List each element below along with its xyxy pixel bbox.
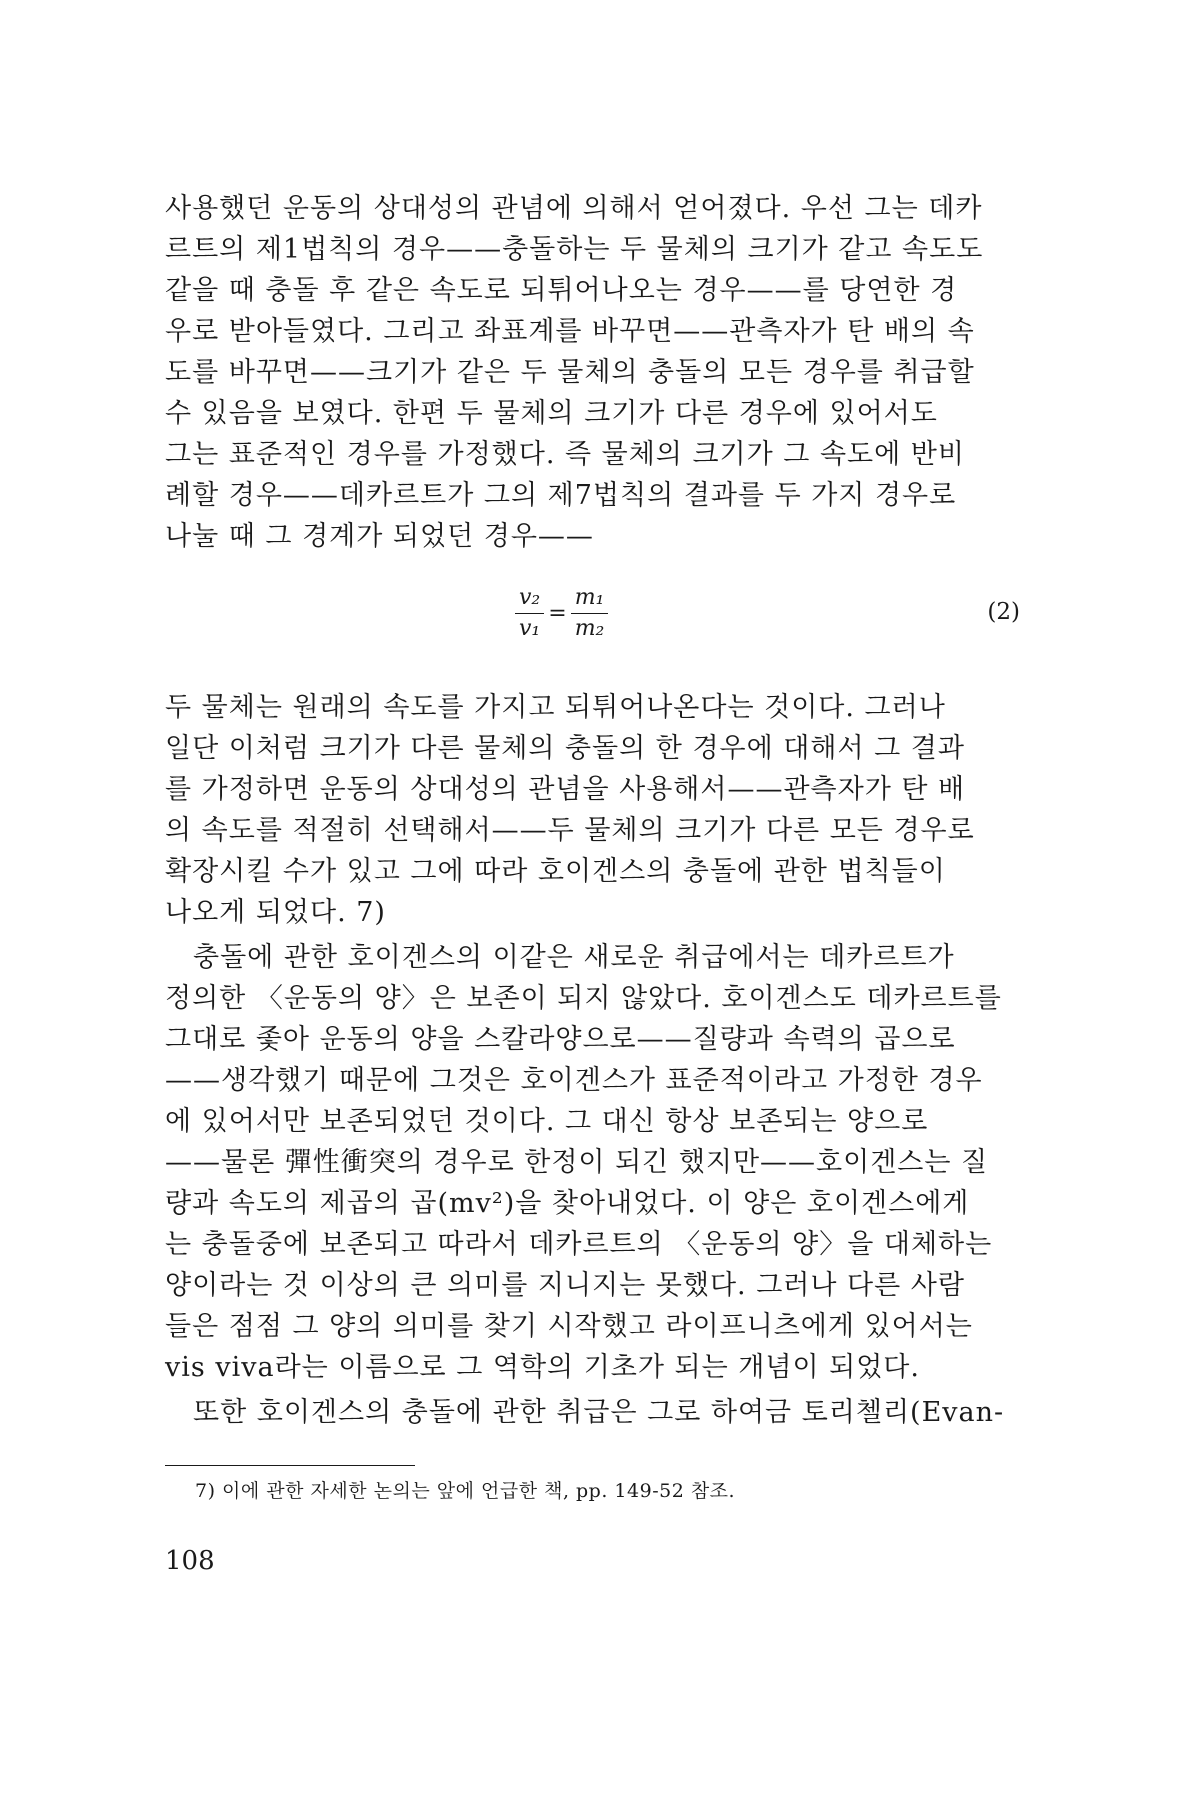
text-line: ——생각했기 때문에 그것은 호이겐스가 표준적이라고 가정한 경우	[165, 1065, 983, 1096]
text-line: 례할 경우——데카르트가 그의 제7법칙의 결과를 두 가지 경우로	[165, 480, 957, 511]
text-line: 의 속도를 적절히 선택해서——두 물체의 크기가 다른 모든 경우로	[165, 815, 975, 846]
paragraph-2	[165, 687, 1030, 933]
text-line: 도를 바꾸면——크기가 같은 두 물체의 충돌의 모든 경우를 취급할	[165, 357, 975, 388]
text-line: 는 충돌중에 보존되고 따라서 데카르트의 〈운동의 양〉을 대체하는	[165, 1229, 993, 1260]
text-line: 두 물체는 원래의 속도를 가지고 되튀어나온다는 것이다. 그러나	[165, 692, 946, 723]
footnote-area	[165, 1465, 1030, 1503]
text-line: 사용했던 운동의 상대성의 관념에 의해서 얻어졌다. 우선 그는 데카	[165, 193, 983, 224]
footnote-divider	[165, 1465, 415, 1466]
paragraph-4	[165, 1392, 1030, 1433]
fraction-velocity	[515, 583, 544, 644]
text-line: ——물론 彈性衝突의 경우로 한정이 되긴 했지만——호이겐스는 질	[165, 1147, 989, 1178]
text-line: 또한 호이겐스의 충돌에 관한 취급은 그로 하여금 토리첼리(Evan-	[193, 1397, 1005, 1428]
numerator: m₁	[571, 583, 609, 614]
text-line: 그대로 좇아 운동의 양을 스칼라양으로——질량과 속력의 곱으로	[165, 1024, 956, 1055]
equation-block	[165, 577, 1030, 669]
text-line: 나오게 되었다. 7)	[165, 897, 386, 928]
text-line: 에 있어서만 보존되었던 것이다. 그 대신 항상 보존되는 양으로	[165, 1106, 929, 1137]
denominator: v₁	[519, 616, 541, 641]
text-line: 를 가정하면 운동의 상대성의 관념을 사용해서——관측자가 탄 배	[165, 774, 966, 805]
paragraph-1	[165, 188, 1030, 557]
page-body	[165, 188, 1030, 1433]
equals-sign: =	[548, 601, 567, 626]
equation-number: (2)	[987, 599, 1020, 625]
text-line: 우로 받아들였다. 그리고 좌표계를 바꾸면——관측자가 탄 배의 속	[165, 316, 975, 347]
text-line: 일단 이처럼 크기가 다른 물체의 충돌의 한 경우에 대해서 그 결과	[165, 733, 965, 764]
text-line: 확장시킬 수가 있고 그에 따라 호이겐스의 충돌에 관한 법칙들이	[165, 856, 946, 887]
text-line: 양이라는 것 이상의 큰 의미를 지니지는 못했다. 그러나 다른 사람	[165, 1270, 965, 1301]
text-line: 량과 속도의 제곱의 곱(mv²)을 찾아내었다. 이 양은 호이겐스에게	[165, 1188, 970, 1219]
numerator: v₂	[515, 583, 544, 614]
text-line: 같을 때 충돌 후 같은 속도로 되튀어나오는 경우——를 당연한 경	[165, 275, 958, 306]
paragraph-3	[165, 937, 1030, 1388]
text-line: 충돌에 관한 호이겐스의 이같은 새로운 취급에서는 데카르트가	[193, 942, 955, 973]
page-number: 108	[165, 1546, 215, 1576]
text-line: 르트의 제1법칙의 경우——충돌하는 두 물체의 크기가 같고 속도도	[165, 234, 984, 265]
fraction-mass	[571, 583, 609, 644]
text-line: 정의한 〈운동의 양〉은 보존이 되지 않았다. 호이겐스도 데카르트를	[165, 983, 1002, 1014]
text-line: 수 있음을 보였다. 한편 두 물체의 크기가 다른 경우에 있어서도	[165, 398, 938, 429]
text-line: 나눌 때 그 경계가 되었던 경우——	[165, 521, 594, 552]
text-line: 그는 표준적인 경우를 가정했다. 즉 물체의 크기가 그 속도에 반비	[165, 439, 965, 470]
denominator: m₂	[574, 616, 605, 641]
text-line: vis viva라는 이름으로 그 역학의 기초가 되는 개념이 되었다.	[165, 1352, 920, 1383]
footnote: 7) 이에 관한 자세한 논의는 앞에 언급한 책, pp. 149-52 참조.	[195, 1480, 736, 1502]
text-line: 들은 점점 그 양의 의미를 찾기 시작했고 라이프니츠에게 있어서는	[165, 1311, 973, 1342]
equation	[515, 583, 608, 644]
